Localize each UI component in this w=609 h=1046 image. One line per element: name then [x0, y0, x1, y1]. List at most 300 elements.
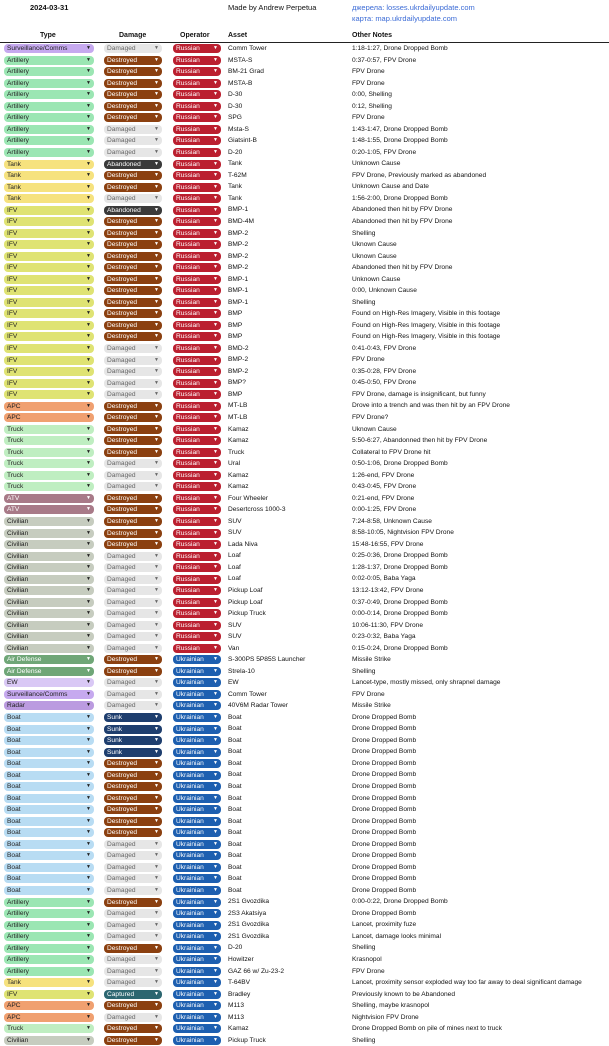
- operator-select[interactable]: [173, 309, 221, 318]
- damage-select[interactable]: [104, 598, 162, 607]
- other-notes: Drone Dropped Bomb: [352, 713, 417, 721]
- damage-select[interactable]: [104, 978, 162, 987]
- type-select-value: Truck: [7, 460, 24, 468]
- type-select[interactable]: [4, 436, 94, 445]
- operator-select[interactable]: [173, 367, 221, 376]
- damage-select[interactable]: [104, 505, 162, 514]
- operator-select[interactable]: [173, 517, 221, 526]
- damage-select[interactable]: [104, 609, 162, 618]
- type-select[interactable]: [4, 805, 94, 814]
- operator-select[interactable]: [173, 759, 221, 768]
- damage-select[interactable]: [104, 644, 162, 653]
- damage-select[interactable]: [104, 563, 162, 572]
- damage-select[interactable]: [104, 932, 162, 941]
- operator-select[interactable]: [173, 482, 221, 491]
- operator-select[interactable]: [173, 655, 221, 664]
- type-select[interactable]: [4, 932, 94, 941]
- chevron-down-icon: ▼: [154, 356, 159, 363]
- type-select[interactable]: [4, 263, 94, 272]
- chevron-down-icon: ▼: [154, 321, 159, 328]
- type-select[interactable]: [4, 321, 94, 330]
- damage-select[interactable]: [104, 298, 162, 307]
- damage-select[interactable]: [104, 217, 162, 226]
- type-select[interactable]: [4, 1036, 94, 1045]
- operator-select[interactable]: [173, 436, 221, 445]
- damage-select[interactable]: [104, 771, 162, 780]
- damage-select[interactable]: [104, 67, 162, 76]
- type-select[interactable]: [4, 332, 94, 341]
- other-notes: Drone Dropped Bomb: [352, 794, 417, 802]
- damage-select[interactable]: [104, 321, 162, 330]
- type-select[interactable]: [4, 851, 94, 860]
- damage-select[interactable]: [104, 701, 162, 710]
- type-select[interactable]: [4, 459, 94, 468]
- asset-name: Howitzer: [228, 955, 254, 963]
- operator-select[interactable]: [173, 575, 221, 584]
- operator-select[interactable]: [173, 863, 221, 872]
- type-select[interactable]: [4, 794, 94, 803]
- type-select[interactable]: [4, 171, 94, 180]
- sources-link[interactable]: джерела: losses.ukrdailyupdate.com: [352, 3, 475, 12]
- type-select[interactable]: [4, 540, 94, 549]
- operator-select[interactable]: [173, 113, 221, 122]
- type-select[interactable]: [4, 252, 94, 261]
- damage-select[interactable]: [104, 840, 162, 849]
- operator-select[interactable]: [173, 356, 221, 365]
- chevron-down-icon: ▼: [213, 114, 218, 121]
- type-select[interactable]: [4, 229, 94, 238]
- type-select[interactable]: [4, 79, 94, 88]
- type-select[interactable]: [4, 413, 94, 422]
- operator-select[interactable]: [173, 782, 221, 791]
- asset-name: Strela-10: [228, 667, 255, 675]
- damage-select[interactable]: [104, 425, 162, 434]
- operator-select[interactable]: [173, 667, 221, 676]
- type-select[interactable]: [4, 759, 94, 768]
- type-select[interactable]: [4, 667, 94, 676]
- damage-select[interactable]: [104, 586, 162, 595]
- damage-select[interactable]: [104, 782, 162, 791]
- chevron-down-icon: ▼: [154, 771, 159, 778]
- damage-select[interactable]: [104, 990, 162, 999]
- type-select[interactable]: [4, 978, 94, 987]
- operator-select[interactable]: [173, 909, 221, 918]
- operator-select[interactable]: [173, 379, 221, 388]
- operator-select[interactable]: [173, 713, 221, 722]
- operator-select[interactable]: [173, 286, 221, 295]
- operator-select[interactable]: [173, 160, 221, 169]
- operator-select[interactable]: [173, 402, 221, 411]
- operator-select[interactable]: [173, 425, 221, 434]
- damage-select-value: Destroyed: [107, 229, 138, 237]
- damage-select[interactable]: [104, 436, 162, 445]
- operator-select[interactable]: [173, 748, 221, 757]
- operator-select[interactable]: [173, 471, 221, 480]
- damage-select[interactable]: [104, 794, 162, 803]
- type-select[interactable]: [4, 840, 94, 849]
- damage-select[interactable]: [104, 955, 162, 964]
- operator-select[interactable]: [173, 874, 221, 883]
- damage-select[interactable]: [104, 263, 162, 272]
- type-select[interactable]: [4, 471, 94, 480]
- operator-select[interactable]: [173, 540, 221, 549]
- damage-select[interactable]: [104, 90, 162, 99]
- operator-select[interactable]: [173, 459, 221, 468]
- damage-select[interactable]: [104, 471, 162, 480]
- operator-select[interactable]: [173, 944, 221, 953]
- type-select[interactable]: [4, 286, 94, 295]
- type-select[interactable]: [4, 90, 94, 99]
- type-select-value: Artillery: [7, 967, 29, 975]
- operator-select[interactable]: [173, 332, 221, 341]
- damage-select[interactable]: [104, 921, 162, 930]
- type-select[interactable]: [4, 575, 94, 584]
- other-notes: 5:50-6:27, Abandonned then hit by FPV Drone: [352, 437, 488, 445]
- chevron-down-icon: ▼: [86, 79, 91, 86]
- operator-select[interactable]: [173, 990, 221, 999]
- damage-select[interactable]: [104, 275, 162, 284]
- damage-select[interactable]: [104, 79, 162, 88]
- operator-select-value: Russian: [176, 541, 200, 549]
- damage-select[interactable]: [104, 102, 162, 111]
- damage-select[interactable]: [104, 390, 162, 399]
- type-select[interactable]: [4, 725, 94, 734]
- type-select[interactable]: [4, 379, 94, 388]
- chevron-down-icon: ▼: [213, 125, 218, 132]
- operator-select[interactable]: [173, 586, 221, 595]
- damage-select[interactable]: [104, 690, 162, 699]
- damage-select[interactable]: [104, 494, 162, 503]
- operator-select[interactable]: [173, 632, 221, 641]
- operator-select[interactable]: [173, 609, 221, 618]
- damage-select[interactable]: [104, 148, 162, 157]
- chevron-down-icon: ▼: [154, 575, 159, 582]
- operator-select[interactable]: [173, 1036, 221, 1045]
- damage-select[interactable]: [104, 113, 162, 122]
- operator-select[interactable]: [173, 690, 221, 699]
- type-select[interactable]: [4, 298, 94, 307]
- type-select[interactable]: [4, 782, 94, 791]
- type-select[interactable]: [4, 102, 94, 111]
- type-select[interactable]: [4, 344, 94, 353]
- type-select[interactable]: [4, 678, 94, 687]
- operator-select[interactable]: [173, 932, 221, 941]
- type-select[interactable]: [4, 494, 94, 503]
- damage-select[interactable]: [104, 160, 162, 169]
- type-select[interactable]: [4, 817, 94, 826]
- damage-select[interactable]: [104, 805, 162, 814]
- asset-name: SUV: [228, 621, 242, 629]
- type-select[interactable]: [4, 713, 94, 722]
- damage-select[interactable]: [104, 332, 162, 341]
- damage-select-value: Destroyed: [107, 806, 138, 814]
- operator-select[interactable]: [173, 725, 221, 734]
- damage-select[interactable]: [104, 309, 162, 318]
- damage-select[interactable]: [104, 748, 162, 757]
- damage-select[interactable]: [104, 944, 162, 953]
- operator-select[interactable]: [173, 817, 221, 826]
- damage-select[interactable]: [104, 1001, 162, 1010]
- type-select[interactable]: [4, 309, 94, 318]
- type-select[interactable]: [4, 240, 94, 249]
- damage-select[interactable]: [104, 1013, 162, 1022]
- operator-select[interactable]: [173, 240, 221, 249]
- damage-select[interactable]: [104, 1024, 162, 1033]
- damage-select[interactable]: [104, 817, 162, 826]
- damage-select[interactable]: [104, 863, 162, 872]
- damage-select[interactable]: [104, 517, 162, 526]
- type-select[interactable]: [4, 136, 94, 145]
- type-select[interactable]: [4, 552, 94, 561]
- type-select[interactable]: [4, 990, 94, 999]
- type-select[interactable]: [4, 448, 94, 457]
- operator-select[interactable]: [173, 413, 221, 422]
- type-select[interactable]: [4, 609, 94, 618]
- damage-select[interactable]: [104, 44, 162, 53]
- type-select[interactable]: [4, 655, 94, 664]
- chevron-down-icon: ▼: [86, 483, 91, 490]
- operator-select[interactable]: [173, 390, 221, 399]
- operator-select[interactable]: [173, 171, 221, 180]
- damage-select[interactable]: [104, 898, 162, 907]
- type-select-value: Artillery: [7, 933, 29, 941]
- operator-select[interactable]: [173, 252, 221, 261]
- damage-select-value: Destroyed: [107, 102, 138, 110]
- damage-select[interactable]: [104, 183, 162, 192]
- type-select[interactable]: [4, 898, 94, 907]
- asset-name: Boat: [228, 886, 242, 894]
- operator-select[interactable]: [173, 90, 221, 99]
- type-select[interactable]: [4, 148, 94, 157]
- damage-select[interactable]: [104, 725, 162, 734]
- operator-select[interactable]: [173, 886, 221, 895]
- operator-select[interactable]: [173, 955, 221, 964]
- type-select[interactable]: [4, 425, 94, 434]
- damage-select[interactable]: [104, 125, 162, 134]
- damage-select[interactable]: [104, 367, 162, 376]
- type-select[interactable]: [4, 748, 94, 757]
- damage-select[interactable]: [104, 828, 162, 837]
- operator-select[interactable]: [173, 275, 221, 284]
- type-select[interactable]: [4, 44, 94, 53]
- operator-select[interactable]: [173, 56, 221, 65]
- damage-select[interactable]: [104, 540, 162, 549]
- operator-select[interactable]: [173, 321, 221, 330]
- damage-select[interactable]: [104, 655, 162, 664]
- operator-select[interactable]: [173, 736, 221, 745]
- damage-select[interactable]: [104, 575, 162, 584]
- damage-select[interactable]: [104, 736, 162, 745]
- type-select[interactable]: [4, 886, 94, 895]
- operator-select[interactable]: [173, 840, 221, 849]
- damage-select[interactable]: [104, 874, 162, 883]
- type-select[interactable]: [4, 955, 94, 964]
- damage-select[interactable]: [104, 171, 162, 180]
- chevron-down-icon: ▼: [154, 414, 159, 421]
- damage-select[interactable]: [104, 286, 162, 295]
- type-select[interactable]: [4, 194, 94, 203]
- type-select[interactable]: [4, 967, 94, 976]
- operator-select[interactable]: [173, 183, 221, 192]
- map-link[interactable]: карта: map.ukrdailyupdate.com: [352, 14, 458, 23]
- operator-select[interactable]: [173, 298, 221, 307]
- chevron-down-icon: ▼: [213, 517, 218, 524]
- operator-select[interactable]: [173, 851, 221, 860]
- type-select[interactable]: [4, 367, 94, 376]
- type-select[interactable]: [4, 586, 94, 595]
- type-select[interactable]: [4, 632, 94, 641]
- chevron-down-icon: ▼: [213, 967, 218, 974]
- damage-select[interactable]: [104, 713, 162, 722]
- type-select[interactable]: [4, 113, 94, 122]
- damage-select[interactable]: [104, 967, 162, 976]
- operator-select[interactable]: [173, 644, 221, 653]
- damage-select[interactable]: [104, 482, 162, 491]
- damage-select[interactable]: [104, 413, 162, 422]
- table-row: [0, 458, 609, 470]
- type-select[interactable]: [4, 505, 94, 514]
- type-select[interactable]: [4, 529, 94, 538]
- type-select[interactable]: [4, 206, 94, 215]
- damage-select[interactable]: [104, 552, 162, 561]
- damage-select[interactable]: [104, 886, 162, 895]
- operator-select[interactable]: [173, 805, 221, 814]
- type-select[interactable]: [4, 160, 94, 169]
- operator-select[interactable]: [173, 229, 221, 238]
- damage-select[interactable]: [104, 678, 162, 687]
- chevron-down-icon: ▼: [86, 218, 91, 225]
- type-select[interactable]: [4, 644, 94, 653]
- asset-name: BMP: [228, 321, 243, 329]
- type-select[interactable]: [4, 275, 94, 284]
- damage-select[interactable]: [104, 136, 162, 145]
- chevron-down-icon: ▼: [154, 379, 159, 386]
- type-select[interactable]: [4, 356, 94, 365]
- operator-select[interactable]: [173, 148, 221, 157]
- type-select[interactable]: [4, 125, 94, 134]
- damage-select[interactable]: [104, 344, 162, 353]
- operator-select[interactable]: [173, 344, 221, 353]
- operator-select[interactable]: [173, 44, 221, 53]
- operator-select[interactable]: [173, 494, 221, 503]
- damage-select[interactable]: [104, 632, 162, 641]
- damage-select[interactable]: [104, 194, 162, 203]
- operator-select[interactable]: [173, 621, 221, 630]
- damage-select[interactable]: [104, 667, 162, 676]
- damage-select[interactable]: [104, 379, 162, 388]
- type-select[interactable]: [4, 944, 94, 953]
- operator-select[interactable]: [173, 79, 221, 88]
- chevron-down-icon: ▼: [213, 552, 218, 559]
- operator-select[interactable]: [173, 1013, 221, 1022]
- type-select[interactable]: [4, 736, 94, 745]
- operator-select[interactable]: [173, 1024, 221, 1033]
- type-select[interactable]: [4, 863, 94, 872]
- operator-select[interactable]: [173, 125, 221, 134]
- operator-select[interactable]: [173, 921, 221, 930]
- operator-select[interactable]: [173, 67, 221, 76]
- type-select[interactable]: [4, 828, 94, 837]
- type-select[interactable]: [4, 874, 94, 883]
- type-select[interactable]: [4, 482, 94, 491]
- damage-select[interactable]: [104, 56, 162, 65]
- operator-select[interactable]: [173, 701, 221, 710]
- type-select[interactable]: [4, 1013, 94, 1022]
- chevron-down-icon: ▼: [213, 760, 218, 767]
- type-select[interactable]: [4, 771, 94, 780]
- type-select[interactable]: [4, 690, 94, 699]
- operator-select[interactable]: [173, 263, 221, 272]
- type-select[interactable]: [4, 217, 94, 226]
- operator-select-value: Ukrainian: [176, 944, 204, 952]
- operator-select[interactable]: [173, 194, 221, 203]
- operator-select[interactable]: [173, 136, 221, 145]
- type-select-value: Civilian: [7, 552, 29, 560]
- operator-select[interactable]: [173, 552, 221, 561]
- damage-select[interactable]: [104, 909, 162, 918]
- damage-select[interactable]: [104, 759, 162, 768]
- damage-select[interactable]: [104, 1036, 162, 1045]
- type-select[interactable]: [4, 921, 94, 930]
- damage-select[interactable]: [104, 851, 162, 860]
- type-select[interactable]: [4, 67, 94, 76]
- operator-select[interactable]: [173, 448, 221, 457]
- damage-select[interactable]: [104, 252, 162, 261]
- operator-select[interactable]: [173, 217, 221, 226]
- type-select[interactable]: [4, 1001, 94, 1010]
- damage-select[interactable]: [104, 529, 162, 538]
- damage-select[interactable]: [104, 229, 162, 238]
- operator-select-value: Russian: [176, 252, 200, 260]
- damage-select[interactable]: [104, 448, 162, 457]
- type-select[interactable]: [4, 402, 94, 411]
- type-select[interactable]: [4, 909, 94, 918]
- other-notes: Nightvision FPV Drone: [352, 1013, 419, 1021]
- type-select[interactable]: [4, 563, 94, 572]
- operator-select[interactable]: [173, 978, 221, 987]
- damage-select[interactable]: [104, 459, 162, 468]
- operator-select[interactable]: [173, 898, 221, 907]
- type-select[interactable]: [4, 56, 94, 65]
- operator-select[interactable]: [173, 206, 221, 215]
- operator-select[interactable]: [173, 598, 221, 607]
- operator-select[interactable]: [173, 828, 221, 837]
- damage-select[interactable]: [104, 402, 162, 411]
- operator-select[interactable]: [173, 529, 221, 538]
- type-select[interactable]: [4, 701, 94, 710]
- damage-select[interactable]: [104, 621, 162, 630]
- damage-select[interactable]: [104, 356, 162, 365]
- operator-select[interactable]: [173, 794, 221, 803]
- operator-select[interactable]: [173, 967, 221, 976]
- operator-select[interactable]: [173, 102, 221, 111]
- chevron-down-icon: ▼: [213, 886, 218, 893]
- type-select[interactable]: [4, 598, 94, 607]
- operator-select[interactable]: [173, 771, 221, 780]
- type-select[interactable]: [4, 390, 94, 399]
- operator-select[interactable]: [173, 563, 221, 572]
- operator-select[interactable]: [173, 1001, 221, 1010]
- type-select[interactable]: [4, 1024, 94, 1033]
- type-select[interactable]: [4, 621, 94, 630]
- damage-select[interactable]: [104, 240, 162, 249]
- damage-select[interactable]: [104, 206, 162, 215]
- operator-select[interactable]: [173, 678, 221, 687]
- type-select[interactable]: [4, 517, 94, 526]
- table-row: [0, 124, 609, 136]
- operator-select[interactable]: [173, 505, 221, 514]
- type-select[interactable]: [4, 183, 94, 192]
